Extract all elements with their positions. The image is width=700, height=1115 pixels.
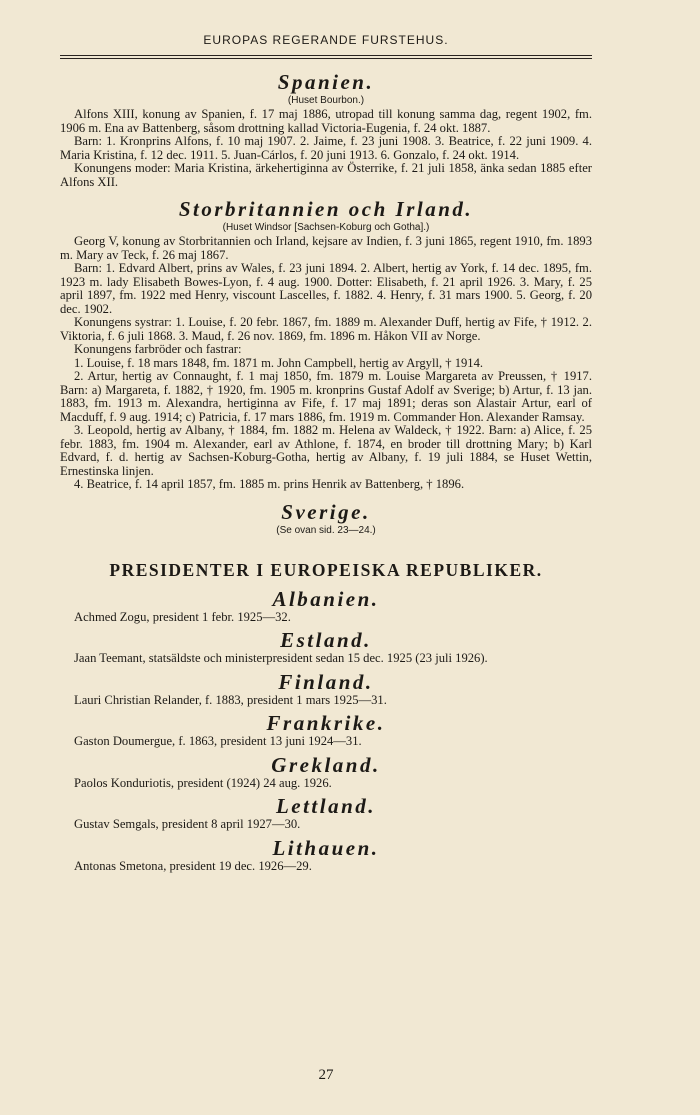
republic-lithauen <box>60 836 592 874</box>
republic-grekland <box>60 753 592 791</box>
paragraph: Alfons XIII, konung av Spanien, f. 17 maj 1886, utropad till konung samma dag, regent 1902, fm. 1906 m. Ena av Battenberg, såsom drottning kallad Victoria-Eugenia, f. 24 okt. 1887. <box>60 107 592 135</box>
republic-heading: Lithauen. <box>272 835 380 860</box>
paragraph: 3. Leopold, hertig av Albany, † 1884, fm. 1882 m. Helena av Waldeck, † 1922. Barn: a) Alice, f. 25 febr. 1883, fm. 1904 m. Alexander, earl av Athlone, f. 1874, en broder till drottning Mary; b) Karl Edvard, f. d. hertig av Sachsen-Koburg-Gotha, hertig av Albany, f. 19 juli 1884, se Huset Wettin, Ernestinska linjen. <box>60 423 592 478</box>
president-entry: Gaston Doumergue, f. 1863, president 13 juni 1924—31. <box>74 734 362 748</box>
page-number: 27 <box>318 1067 334 1083</box>
header-rule-thin <box>60 58 592 59</box>
paragraph: Georg V, konung av Storbritannien och Irland, kejsare av Indien, f. 3 juni 1865, regent 1910, fm. 1893 m. Mary av Teck, f. 26 maj 1867. <box>60 234 592 262</box>
republic-estland <box>60 628 592 666</box>
cross-reference-note: (Se ovan sid. 23—24.) <box>276 524 376 536</box>
president-entry: Lauri Christian Relander, f. 1883, president 1 mars 1925—31. <box>74 692 387 707</box>
republic-heading: Estland. <box>280 628 372 652</box>
running-head: EUROPAS REGERANDE FURSTEHUS. <box>203 33 449 47</box>
house-note: (Huset Windsor [Sachsen-Koburg och Gotha].) <box>222 222 430 233</box>
section-storbritannien <box>60 197 592 492</box>
header-rule-thick <box>60 55 592 56</box>
section-heading: Storbritannien och Irland. <box>178 197 474 221</box>
republic-frankrike <box>60 711 592 749</box>
paragraph: Barn: 1. Edvard Albert, prins av Wales, f. 23 juni 1894. 2. Albert, hertig av York, f. 14 dec. 1895, fm. 1923 m. lady Elisabeth Bowes-Lyon, f. 4 aug. 1900. Dotter: Elisabeth, f. 21 april 1926. 3. Mary, f. 25 april 1897, fm. 1922 med Henry, viscount Lascelles, f. 1882. 4. Henry, f. 31 mars 1900. 5. Georg, f. 20 dec. 1902. <box>60 261 592 316</box>
paragraph: 4. Beatrice, f. 14 april 1857, fm. 1885 m. prins Henrik av Battenberg, † 1896. <box>74 477 465 491</box>
republic-heading: Lettland. <box>275 794 377 818</box>
president-entry: Achmed Zogu, president 1 febr. 1925—32. <box>74 609 291 624</box>
book-page <box>60 0 592 1115</box>
paragraph: Barn: 1. Kronprins Alfons, f. 10 maj 1907. 2. Jaime, f. 23 juni 1908. 3. Beatrice, f. 22 juni 1909. 4. Maria Kristina, f. 12 dec. 1911. 5. Juan-Cárlos, f. 20 juni 1913. 6. Gonzalo, f. 24 okt. 1914. <box>60 134 592 162</box>
republic-heading: Frankrike. <box>266 711 386 735</box>
paragraph: Konungens systrar: 1. Louise, f. 20 febr. 1867, fm. 1889 m. Alexander Duff, hertig av Fife, † 1912. 2. Viktoria, f. 6 juli 1868. 3. Maud, f. 26 nov. 1869, fm. 1896 m. Håkon VII av Norge. <box>60 315 592 343</box>
republic-finland <box>60 670 592 708</box>
republic-lettland <box>60 794 592 832</box>
section-heading: Spanien. <box>277 70 375 94</box>
president-entry: Paolos Konduriotis, president (1924) 24 aug. 1926. <box>74 775 332 790</box>
section-sverige <box>60 500 592 537</box>
republic-heading: Finland. <box>278 669 374 694</box>
section-heading: Sverige. <box>281 499 371 524</box>
republic-heading: Grekland. <box>271 752 381 777</box>
paragraph: Konungens farbröder och fastrar: <box>74 342 242 356</box>
house-note: (Huset Bourbon.) <box>287 95 365 106</box>
republic-heading: Albanien. <box>272 586 380 611</box>
section-spanien <box>60 70 592 189</box>
president-entry: Antonas Smetona, president 19 dec. 1926—29. <box>74 858 312 873</box>
president-entry: Jaan Teemant, statsäldste och ministerpresident sedan 15 dec. 1925 (23 juli 1926). <box>74 651 488 665</box>
paragraph: Konungens moder: Maria Kristina, ärkehertiginna av Österrike, f. 21 juli 1858, änka sedan 1885 efter Alfons XII. <box>60 161 592 189</box>
president-entry: Gustav Semgals, president 8 april 1927—30. <box>74 817 301 831</box>
presidents-heading: PRESIDENTER I EUROPEISKA REPUBLIKER. <box>109 559 543 580</box>
page-content <box>60 70 592 873</box>
paragraph: 1. Louise, f. 18 mars 1848, fm. 1871 m. John Campbell, hertig av Argyll, † 1914. <box>74 355 484 370</box>
paragraph: 2. Artur, hertig av Connaught, f. 1 maj 1850, fm. 1879 m. Louise Margareta av Preussen, † 1917. Barn: a) Margareta, f. 1882, † 1920, fm. 1905 m. kronprins Gustaf Adolf av Sverige; b) Artur, f. 13 jan. 1883, fm. 1913 m. Alexandra, hertiginna av Fife, f. 17 maj 1891; deras son Alastair Artur, earl of Macduff, f. 9 aug. 1914; c) Patricia, f. 17 mars 1886, fm. 1919 m. Commander Hon. Alexander Ramsay. <box>60 369 592 424</box>
republic-albanien <box>60 587 592 625</box>
